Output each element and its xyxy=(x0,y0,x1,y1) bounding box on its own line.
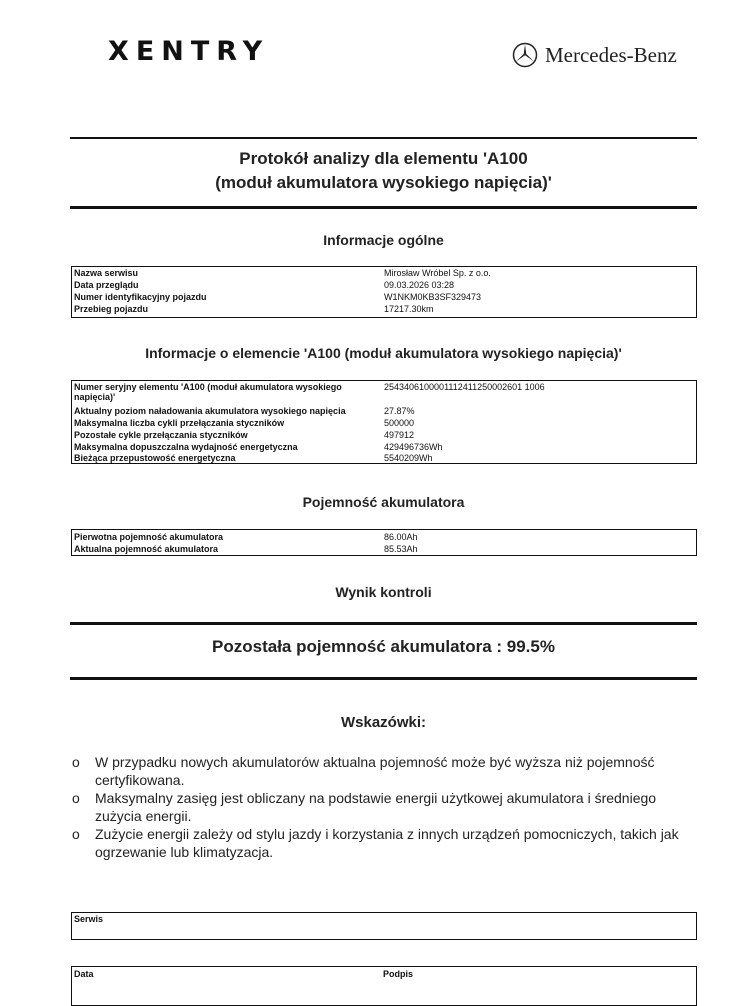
row-label: Pozostałe cykle przełączania styczników xyxy=(74,430,248,440)
hint-text: W przypadku nowych akumulatorów aktualna pojemność może być wyższa niż pojemność certyfikowana. xyxy=(95,754,655,788)
row-label: Maksymalna dopuszczalna wydajność energetyczna xyxy=(74,442,298,452)
row-value: 17217.30km xyxy=(384,304,434,314)
remaining-capacity-result: Pozostała pojemność akumulatora : 99.5% xyxy=(212,637,555,656)
general-info-table xyxy=(71,266,697,318)
hint-text: Zużycie energii zależy od stylu jazdy i korzystania z innych urządzeń pomocniczych, takich jak ogrzewanie lub klimatyzacja. xyxy=(95,826,679,860)
row-value: 86.00Ah xyxy=(384,532,418,542)
row-label: Numer seryjny elementu 'A100 (moduł akumulatora wysokiego napięcia)' xyxy=(74,382,342,402)
row-value: W1NKM0KB3SF329473 xyxy=(384,292,482,302)
capacity-heading: Pojemność akumulatora xyxy=(302,494,465,510)
mercedes-benz-wordmark: Mercedes-Benz xyxy=(545,42,677,67)
hints-heading: Wskazówki: xyxy=(340,714,427,731)
bullet-marker: o xyxy=(72,790,80,806)
row-label: Aktualny poziom naładowania akumulatora wysokiego napięcia xyxy=(74,406,346,416)
xentry-logo: XENTRY xyxy=(108,36,270,67)
bullet-marker: o xyxy=(72,754,80,770)
result-top-rule xyxy=(70,622,697,625)
capacity-table xyxy=(71,529,697,556)
row-value: 27.87% xyxy=(384,406,415,416)
mercedes-star-icon xyxy=(512,42,538,68)
hint-text: Maksymalny zasięg jest obliczany na podstawie energii użytkowej akumulatora i średniego zużycia energii. xyxy=(95,790,657,824)
row-label: Aktualna pojemność akumulatora xyxy=(74,544,219,554)
check-result-heading: Wynik kontroli xyxy=(335,584,432,600)
service-signature-box xyxy=(71,912,697,940)
element-info-table xyxy=(71,380,697,464)
row-label: Data przeglądu xyxy=(74,280,139,290)
row-value: 497912 xyxy=(384,430,415,440)
row-label: Pierwotna pojemność akumulatora xyxy=(74,532,224,542)
row-value: 2543406100001112411250002601 1006 xyxy=(384,382,545,392)
row-value: 5540209Wh xyxy=(384,453,433,463)
row-value: 09.03.2026 03:28 xyxy=(384,280,455,290)
row-value: 85.53Ah xyxy=(384,544,418,554)
title-line-2: (moduł akumulatora wysokiego napięcia)' xyxy=(215,173,552,192)
row-label: Maksymalna liczba cykli przełączania styczników xyxy=(74,418,285,428)
general-info-heading: Informacje ogólne xyxy=(323,232,444,248)
date-label: Data xyxy=(74,969,94,979)
element-info-heading: Informacje o elemencie 'A100 (moduł akumulatora wysokiego napięcia)' xyxy=(145,345,622,361)
mercedes-benz-brand xyxy=(512,42,677,68)
title-top-rule xyxy=(70,137,697,139)
date-signature-box xyxy=(71,966,697,1006)
row-value: 500000 xyxy=(384,418,415,428)
service-label: Serwis xyxy=(74,914,104,924)
row-label: Przebieg pojazdu xyxy=(74,304,149,314)
signature-label: Podpis xyxy=(383,969,414,979)
title-line-1: Protokół analizy dla elementu 'A100 xyxy=(239,149,528,168)
document-title xyxy=(70,147,697,195)
bullet-marker: o xyxy=(72,826,80,842)
row-value: 429496736Wh xyxy=(384,442,443,452)
result-bottom-rule xyxy=(70,677,697,680)
row-label: Nazwa serwisu xyxy=(74,268,139,278)
row-value: Mirosław Wróbel Sp. z o.o. xyxy=(384,268,491,278)
row-label: Bieżąca przepustowość energetyczna xyxy=(74,453,236,463)
row-label: Numer identyfikacyjny pojazdu xyxy=(74,292,207,302)
title-bottom-rule xyxy=(70,206,697,209)
